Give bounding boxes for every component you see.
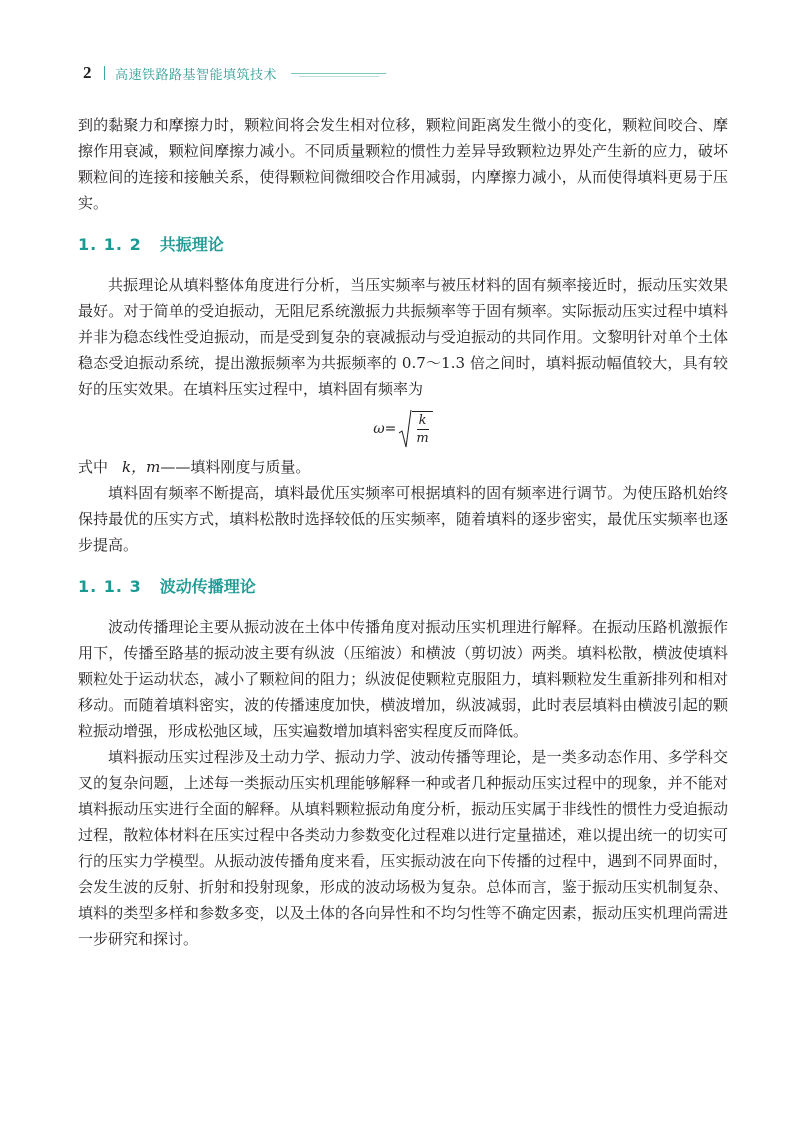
paragraph-resonance: 共振理论从填料整体角度进行分析，当压实频率与被压材料的固有频率接近时，振动压实效果最好。对于简单的受迫振动，无阻尼系统激振力共振频率等于固有频率。实际振动压实过程中填料并非为稳态线性受迫振动，而是受到复杂的衰减振动与受迫振动的共同作用。文黎明针对单个土体稳态受迫振动系统，提出激振频率为共振频率的 0.7～1.3 倍之间时，填料振动幅值较大，具有较好的压实效果。在填料压实过程中，填料固有频率为 [78, 276, 728, 398]
section-title: 波动传播理论 [159, 577, 256, 596]
section-title: 共振理论 [159, 235, 224, 254]
fraction [412, 411, 432, 447]
page-body [78, 112, 728, 952]
formula-lhs: ω= [373, 421, 397, 437]
paragraph-natural-frequency: 填料固有频率不断提高，填料最优压实频率可根据填料的固有频率进行调节。为使压路机始终保持最优的压实方式，填料松散时选择较低的压实频率，随着填料的逐步密实，最优压实频率也逐步提高。 [78, 484, 728, 554]
fraction-denominator: m [416, 431, 429, 446]
section-number: 1. 1. 3 [78, 577, 142, 596]
natural-frequency-formula [78, 404, 728, 454]
where-vars: k，m [122, 458, 161, 476]
running-title: 高速铁路路基智能填筑技术 [115, 67, 278, 83]
header-rule [291, 73, 386, 74]
section-heading-1-1-2 [78, 232, 728, 258]
radical-sign-icon [398, 409, 412, 449]
header-divider [104, 66, 106, 80]
formula-where-line [78, 454, 728, 480]
section-heading-1-1-3 [78, 574, 728, 600]
where-desc: ——填料刚度与质量。 [160, 458, 311, 476]
page-number: 2 [83, 63, 92, 82]
running-header [83, 62, 386, 84]
section-number: 1. 1. 2 [78, 235, 142, 254]
where-label: 式中 [78, 458, 109, 476]
paragraph-intro: 到的黏聚力和摩擦力时，颗粒间将会发生相对位移，颗粒间距离发生微小的变化，颗粒间咬合、摩擦作用衰减，颗粒间摩擦力减小。不同质量颗粒的惯性力差异导致颗粒边界处产生新的应力，破坏颗粒间的连接和接触关系，使得颗粒间微细咬合作用减弱，内摩擦力减小，从而使得填料更易于压实。 [78, 116, 728, 212]
sqrt-expression [398, 409, 432, 449]
paragraph-summary: 填料振动压实过程涉及土动力学、振动力学、波动传播等理论，是一类多动态作用、多学科交叉的复杂问题，上述每一类振动压实机理能够解释一种或者几种振动压实过程中的现象，并不能对填料振动压实进行全面的解释。从填料颗粒振动角度分析，振动压实属于非线性的惯性力受迫振动过程，散粒体材料在压实过程中各类动力参数变化过程难以进行定量描述，难以提出统一的切实可行的压实力学模型。从振动波传播角度来看，压实振动波在向下传播的过程中，遇到不同界面时，会发生波的反射、折射和投射现象，形成的波动场极为复杂。总体而言，鉴于振动压实机制复杂、填料的类型多样和参数多变，以及土体的各向异性和不均匀性等不确定因素，振动压实机理尚需进一步研究和探讨。 [78, 748, 728, 948]
paragraph-wave: 波动传播理论主要从振动波在土体中传播角度对振动压实机理进行解释。在振动压路机激振作用下，传播至路基的振动波主要有纵波（压缩波）和横波（剪切波）两类。填料松散，横波使填料颗粒处于运动状态，减小了颗粒间的阻力；纵波促使颗粒克服阻力，填料颗粒发生重新排列和相对移动。而随着填料密实，波的传播速度加快，横波增加，纵波减弱，此时表层填料由横波引起的颗粒振动增强，形成松弛区域，压实遍数增加填料密实程度反而降低。 [78, 618, 728, 740]
fraction-numerator: k [418, 413, 427, 428]
